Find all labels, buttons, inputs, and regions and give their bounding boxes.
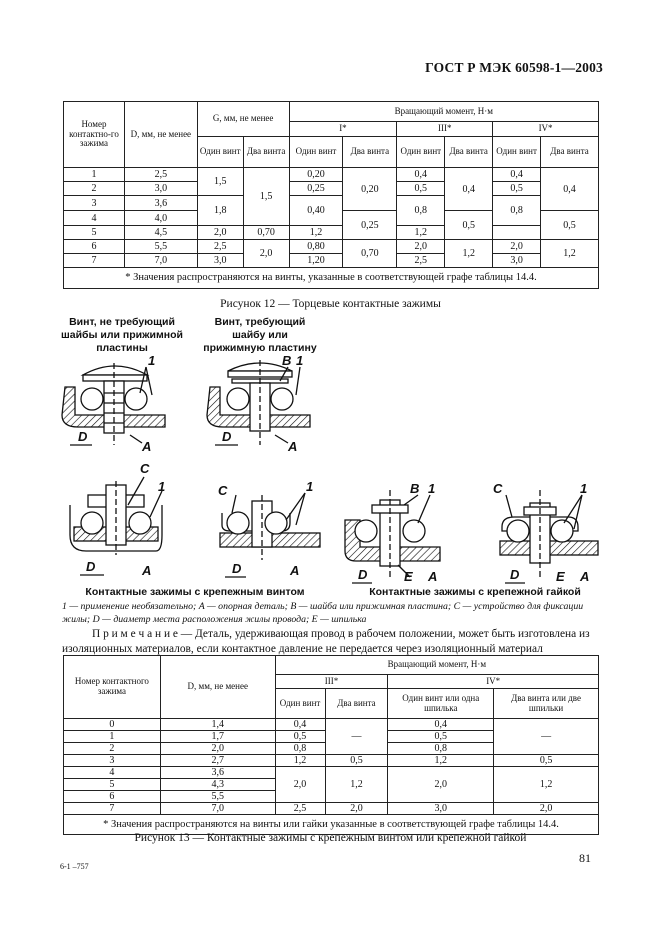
table-cell: 3,0 [124,182,197,196]
col-header-iii: III* [275,675,388,689]
table-cell: 1,2 [275,755,325,767]
table-cell: 5,5 [124,240,197,254]
col-header-num: Номер контактного зажима [64,656,161,719]
table-cell: 4 [64,767,161,779]
table-cell: 0,8 [493,196,541,226]
table-cell: 1,8 [197,196,243,226]
table-cell: 0,70 [243,226,289,240]
figure-legend: 1 — применение необязательно; A — опорная деталь; B — шайба или прижимная пластина; C — устройство для фиксации жилы; D — диаметр места расположения жилы провода; E — шпилька [62,601,584,626]
table-footnote: * Значения распространяются на винты, указанные в соответствующей графе таблицы 14.4. [64,268,599,289]
table-cell: 3,0 [197,254,243,268]
table-cell: 1,5 [197,168,243,196]
col-header-i-one: Один винт [289,137,343,168]
table-cell: 2,5 [197,240,243,254]
table-cell: 7 [64,803,161,815]
table-cell: 1,2 [397,226,445,240]
col-header-iii-one: Один винт [275,689,325,719]
table-cell: 0,8 [275,743,325,755]
table-cell: 0,5 [494,755,599,767]
table-cell: 4 [64,211,125,226]
col-header-d: D, мм, не менее [124,102,197,168]
table-cell: 1,2 [289,226,343,240]
table-cell: 1 [64,731,161,743]
table-cell: 0,4 [275,719,325,731]
table-cell: 1 [64,168,125,182]
table-cell: 2 [64,743,161,755]
saddle-terminal-figure-1 [70,477,162,575]
label-c: C [218,483,228,498]
col-header-torque: Вращающий момент, Н·м [289,102,598,122]
col-header-iii-two: Два винта [325,689,388,719]
table-cell: 3 [64,755,161,767]
table-cell: 0,20 [343,168,397,211]
table-cell: 0,70 [343,240,397,268]
table-cell: 0,5 [397,182,445,196]
col-header-g: G, мм, не менее [197,102,289,137]
table-cell: 0,5 [493,182,541,196]
table-terminal-torque [63,101,599,289]
label-d: D [358,567,368,582]
table-cell: 0,5 [325,755,388,767]
table-cell: 1,2 [541,240,599,268]
table-cell: — [494,719,599,755]
label-1: 1 [148,355,156,368]
table-cell: 2,5 [275,803,325,815]
standard-header: ГОСТ Р МЭК 60598-1—2003 [425,60,603,75]
table-cell: 3,6 [124,196,197,211]
note: П р и м е ч а н и е — Деталь, удерживающая провод в рабочем положении, может быть изготовлена из изоляционных материалов, если контактное давление не передается через изоляционный материал [62,628,590,656]
label-1: 1 [158,479,166,494]
table-cell: 1,7 [160,731,275,743]
label-e: E [556,569,565,584]
table-cell: 4,3 [160,779,275,791]
table-cell: 2,0 [397,240,445,254]
page-number: 81 [579,851,591,865]
table-cell: 1,20 [289,254,343,268]
label-d: D [78,429,88,444]
table-cell: 2,0 [388,767,494,803]
table-cell: 5,5 [160,791,275,803]
table-cell: 2 [64,182,125,196]
table-cell: 7,0 [160,803,275,815]
col-header-g-two: Два винта [243,137,289,168]
footer-code: 6-1 –757 [60,862,89,871]
table-cell: 2,0 [160,743,275,755]
col-header-iii-one: Один винт [397,137,445,168]
label-d: D [510,567,520,582]
table-cell: 0,5 [445,211,493,240]
table-cell: 0,25 [343,211,397,240]
table-cell: 0,8 [388,743,494,755]
label-c: C [140,461,150,476]
table-cell: 2,0 [494,803,599,815]
col-header-i: I* [289,122,397,137]
label-b: B [410,481,420,496]
table-cell: 0,4 [397,168,445,182]
table-cell: 3,0 [388,803,494,815]
table-cell: 0,4 [445,168,493,211]
table-cell: 1,5 [243,168,289,226]
label-a: A [142,563,152,578]
figure-label-screw: Контактные зажимы с крепежным винтом [85,586,305,598]
table-cell: 1,2 [445,240,493,268]
label-e: E [404,569,413,584]
table-cell: 0,4 [388,719,494,731]
table-cell: 5 [64,779,161,791]
figure-13-caption: Рисунок 13 — Контактные зажимы с крепежным винтом или крепежной гайкой [134,832,527,844]
table-cell: — [325,719,388,755]
table-cell: 0,80 [289,240,343,254]
table-cell: 0,20 [289,168,343,182]
table-cell: 2,7 [160,755,275,767]
label-a: A [288,439,298,454]
table-cell: 3,6 [160,767,275,779]
table-cell: 2,5 [124,168,197,182]
table-cell: 0,5 [388,731,494,743]
label-c: C [493,481,503,496]
col-header-iv: IV* [388,675,599,689]
table-terminal-torque-2 [63,655,599,835]
table-cell: 7,0 [124,254,197,268]
label-a: A [142,439,152,454]
table-cell: 6 [64,791,161,803]
label-d: D [222,429,232,444]
col-header-iv-one: Один винт [493,137,541,168]
table-cell: 0,8 [397,196,445,226]
table-cell: 0,40 [289,196,343,226]
col-header-i-two: Два винта [343,137,397,168]
table-cell: 0,5 [541,211,599,240]
table-cell: 1,2 [388,755,494,767]
table-cell: 2,5 [397,254,445,268]
table-cell: 5 [64,226,125,240]
label-a: A [580,569,590,584]
table-cell: 4,0 [124,211,197,226]
table-cell: 3,0 [493,254,541,268]
label-1: 1 [306,479,314,494]
label-1: 1 [296,355,304,368]
table-cell: 2,0 [275,767,325,803]
col-header-d: D, мм, не менее [160,656,275,719]
col-header-iv-one: Один винт или одна шпилька [388,689,494,719]
col-header-g-one: Один винт [197,137,243,168]
col-header-torque: Вращающий момент, Н·м [275,656,598,675]
table-cell: 6 [64,240,125,254]
col-header-iii: III* [397,122,493,137]
table-cell: 0 [64,719,161,731]
table-cell: 4,5 [124,226,197,240]
label-d: D [232,561,242,576]
label-d: D [86,559,96,574]
figure-12-caption: Рисунок 12 — Торцевые контактные зажимы [220,298,441,310]
col-header-iv-two: Два винта [541,137,599,168]
table-cell: 0,5 [275,731,325,743]
table-cell: 2,0 [243,240,289,268]
table-cell: 2,0 [197,226,243,240]
figure-label-right: Винт, требующий шайбу или прижимную пластину [203,316,317,355]
terminal-figures [0,355,661,600]
col-header-iv: IV* [493,122,599,137]
table-cell: 2,0 [493,240,541,254]
col-header-iii-two: Два винта [445,137,493,168]
label-1: 1 [580,481,588,496]
table-cell: 7 [64,254,125,268]
label-a: A [290,563,300,578]
table-footnote: * Значения распространяются на винты или гайки указанные в соответствующей графе таблицы 14.4. [64,815,599,835]
table-cell: 0,4 [541,168,599,211]
figure-label-nut: Контактные зажимы с крепежной гайкой [369,586,581,598]
figure-label-left: Винт, не требующий шайбы или прижимной пластины [60,316,183,355]
table-cell: 0,4 [493,168,541,182]
label-b: B [282,355,292,368]
label-1: 1 [428,481,436,496]
table-cell: 3 [64,196,125,211]
col-header-iv-two: Два винта или две шпильки [494,689,599,719]
table-cell: 1,2 [325,767,388,803]
table-cell: 2,0 [325,803,388,815]
table-cell: 1,2 [494,767,599,803]
col-header-num: Номер контактно-го зажима [64,102,125,168]
label-a: A [428,569,438,584]
table-cell: 1,4 [160,719,275,731]
table-cell: 0,25 [289,182,343,196]
